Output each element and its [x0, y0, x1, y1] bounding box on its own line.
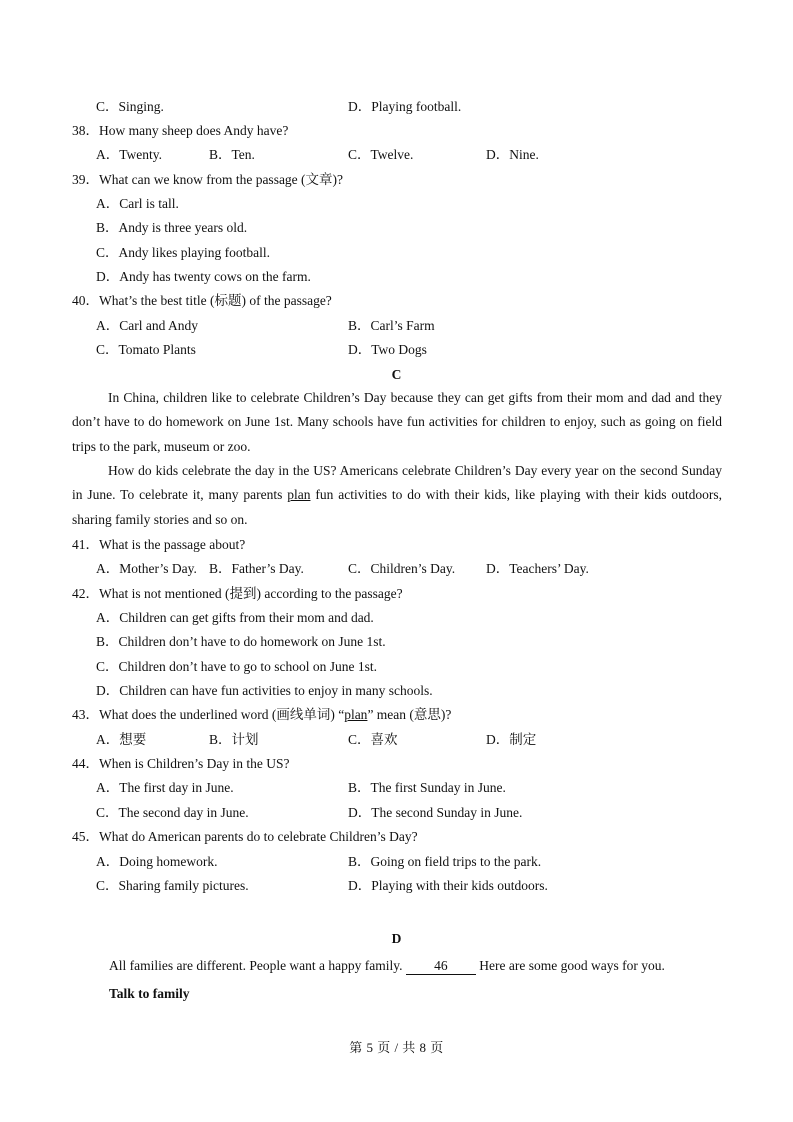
q43-option-b: B．计划: [209, 732, 259, 747]
q37-option-d: D．Playing football.: [348, 99, 462, 114]
q41-option-c: C．Children’s Day.: [348, 561, 456, 576]
q37-option-c: C．Singing.: [96, 99, 164, 114]
q43-option-d: D．制定: [486, 732, 537, 747]
q40-question: 40．What’s the best title (标题) of the passage?: [72, 293, 332, 308]
q42-question: 42．What is not mentioned (提到) according to the passage?: [72, 586, 403, 601]
section-d-subheading: Talk to family: [109, 986, 190, 1001]
q45-question: 45．What do American parents do to celebrate Children’s Day?: [72, 829, 418, 844]
section-c-paragraph-1-text: In China, children like to celebrate Children’s Day because they can get gifts from their mom and dad and they don’t have to do homework on June 1st. Many schools have fun activities for children to enjoy, such as going on field trips to the park, museum or zoo.: [72, 390, 722, 454]
q45-option-a: A．Doing homework.: [96, 854, 218, 869]
section-d-line-end: Here are some good ways for you.: [479, 958, 665, 973]
q42-option-c: C．Children don’t have to go to school on June 1st.: [96, 659, 377, 674]
q39-option-a: A．Carl is tall.: [96, 196, 179, 211]
q44-option-a: A．The first day in June.: [96, 780, 234, 795]
q40-option-d: D．Two Dogs: [348, 342, 427, 357]
q40-option-c: C．Tomato Plants: [96, 342, 196, 357]
page-number: 第 5 页 / 共 8 页: [349, 1040, 444, 1055]
q43-option-a: A．想要: [96, 732, 147, 747]
q38-question: 38．How many sheep does Andy have?: [72, 123, 289, 138]
section-d-line: [109, 957, 665, 975]
section-c-paragraph-1: [72, 386, 722, 459]
q41-option-a: A．Mother’s Day.: [96, 561, 197, 576]
q39-option-c: C．Andy likes playing football.: [96, 245, 270, 260]
q41-option-d: D．Teachers’ Day.: [486, 561, 589, 576]
q42-option-d: D．Children can have fun activities to enjoy in many schools.: [96, 683, 433, 698]
q45-option-b: B．Going on field trips to the park.: [348, 854, 542, 869]
q39-question: 39．What can we know from the passage (文章)?: [72, 172, 344, 187]
q40-option-a: A．Carl and Andy: [96, 318, 198, 333]
q45-option-d: D．Playing with their kids outdoors.: [348, 878, 548, 893]
q38-option-c: C．Twelve.: [348, 147, 414, 162]
section-d-line-start: All families are different. People want a happy family.: [109, 958, 403, 973]
q43-question: [72, 706, 451, 724]
section-c-heading: C: [391, 367, 402, 382]
q38-option-b: B．Ten.: [209, 147, 255, 162]
q44-option-d: D．The second Sunday in June.: [348, 805, 523, 820]
underlined-word-plan: plan: [287, 487, 311, 503]
q43-question-start: 43．What does the underlined word (画线单词) “: [72, 707, 345, 722]
section-c-paragraph-2: [72, 459, 722, 532]
q38-option-a: A．Twenty.: [96, 147, 163, 162]
q43-option-c: C．喜欢: [348, 732, 398, 747]
q43-underlined-word: plan: [344, 707, 368, 722]
q44-option-b: B．The first Sunday in June.: [348, 780, 506, 795]
section-c-paragraph-2-start: How do kids celebrate the day in the US? Americans celebrate Children’s Day every year on the second Sunday in June. To celebrate it, many parents: [72, 463, 722, 503]
q38-option-d: D．Nine.: [486, 147, 539, 162]
section-d-heading: D: [391, 931, 402, 946]
q42-option-b: B．Children don’t have to do homework on June 1st.: [96, 634, 386, 649]
q41-option-b: B．Father’s Day.: [209, 561, 304, 576]
q44-option-c: C．The second day in June.: [96, 805, 249, 820]
q39-option-b: B．Andy is three years old.: [96, 220, 248, 235]
blank-46: 46: [406, 958, 476, 975]
q43-question-end: ” mean (意思)?: [367, 707, 452, 722]
q42-option-a: A．Children can get gifts from their mom and dad.: [96, 610, 374, 625]
q44-question: 44．When is Children’s Day in the US?: [72, 756, 290, 771]
q39-option-d: D．Andy has twenty cows on the farm.: [96, 269, 311, 284]
q41-question: 41．What is the passage about?: [72, 537, 246, 552]
q40-option-b: B．Carl’s Farm: [348, 318, 435, 333]
q45-option-c: C．Sharing family pictures.: [96, 878, 249, 893]
section-c-paragraph-2-end: fun activities to do with their kids, like playing with their kids outdoors, sharing family stories and so on.: [72, 487, 722, 527]
